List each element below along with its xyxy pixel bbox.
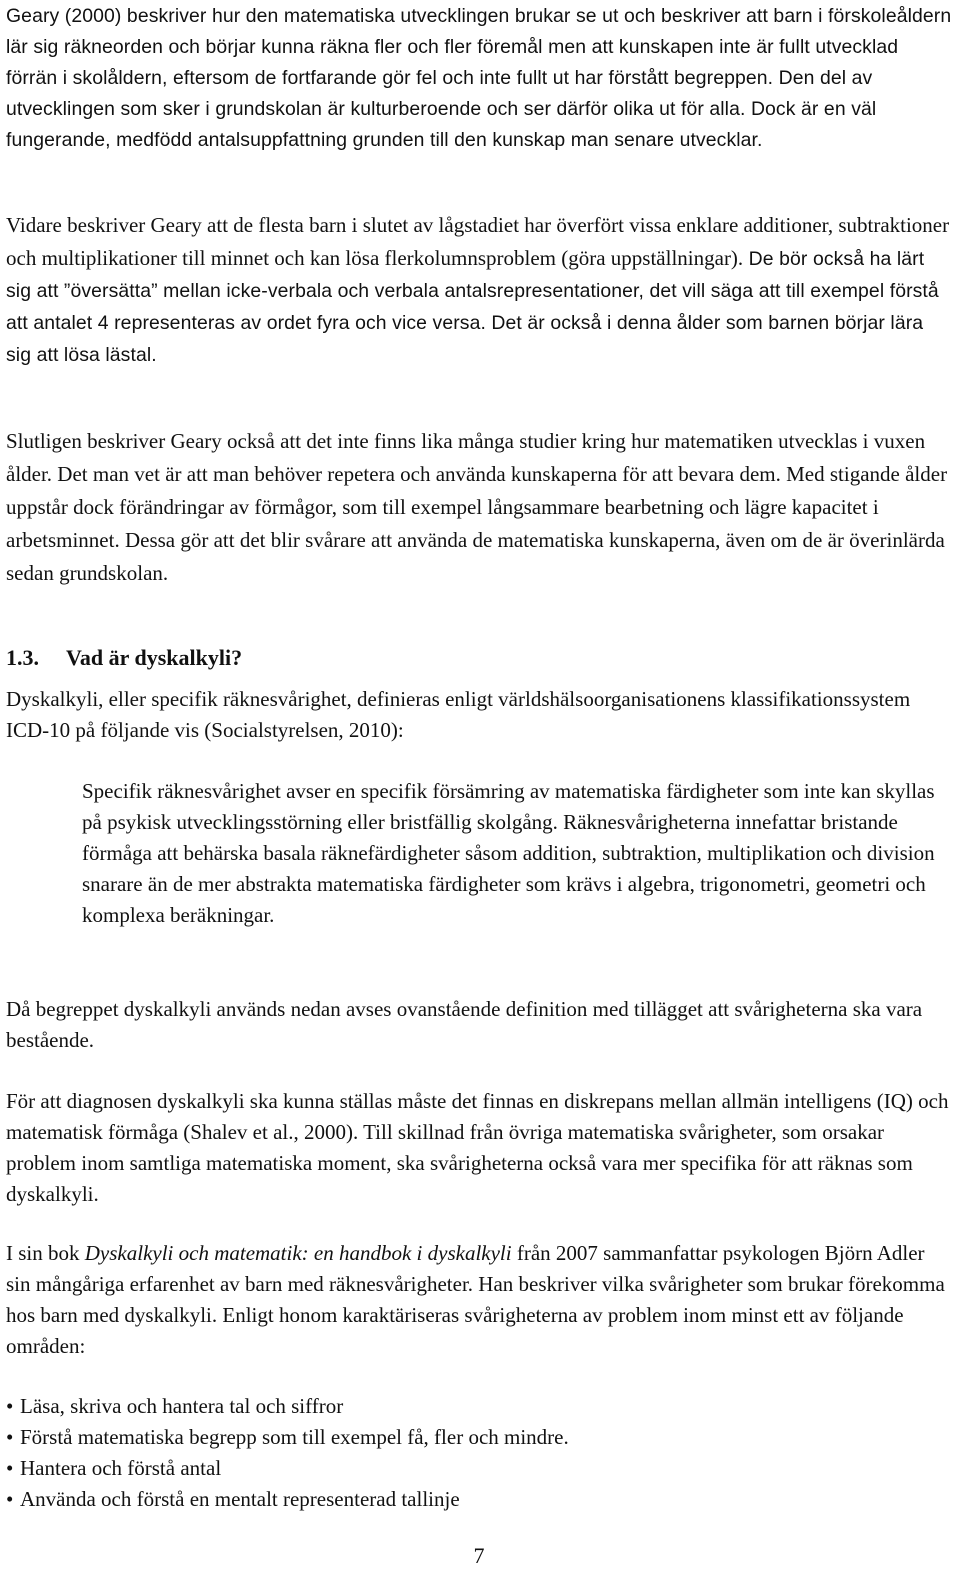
paragraph-text: Då begreppet dyskalkyli används nedan avses ovanstående definition med tillägget att svårigheterna ska vara bestående. [6, 997, 923, 1052]
paragraph-geary-lowerstage [6, 210, 952, 372]
paragraph-diagnosis [6, 1086, 952, 1210]
paragraph-text: De bör också ha lärt sig att ”översätta” mellan icke-verbala och verbala antalsrepresentationer, det vill säga att till exempel förstå att antalet 4 representeras av ordet fyra och vice versa. Det är också i denna ålder som barnen börjar lära sig att lösa lästal. [6, 248, 939, 366]
paragraph-definition-intro [6, 684, 952, 746]
section-number: 1.3. [6, 645, 39, 670]
section-title: Vad är dyskalkyli? [66, 645, 243, 670]
paragraph-text: Vidare beskriver Geary att de flesta barn i slutet av lågstadiet har överfört vissa enklare additioner, subtraktioner och multiplikationer till minnet och kan lösa flerkolumnsproblem (göra uppställningar). [6, 213, 950, 270]
bullet-icon: • [6, 1456, 14, 1480]
book-title: Dyskalkyli och matematik: en handbok i dyskalkyli [84, 1241, 512, 1265]
paragraph-geary-development [6, 1, 952, 156]
paragraph-geary-adult [6, 426, 952, 591]
paragraph-text: I sin bok [6, 1241, 85, 1265]
list-item [6, 1391, 952, 1422]
bullet-icon: • [6, 1394, 14, 1418]
quote-text: Specifik räknesvårighet avser en specifik försämring av matematiska färdigheter som inte kan skyllas på psykisk utvecklingsstörning eller bristfällig skolgång. Räknesvårigheterna innefattar bristande förmåga att behärska basala räknefärdigheter såsom addition, subtraktion, multiplikation och division snarare än de mer abstrakta matematiska färdigheter som krävs i algebra, trigonometri, geometri och komplexa beräkningar. [82, 779, 935, 927]
list-item-text: Använda och förstå en mentalt representerad tallinje [20, 1487, 460, 1511]
paragraph-text: Dyskalkyli, eller specifik räknesvårighet, definieras enligt världshälsoorganisationens klassifikationssystem ICD-10 på följande vis (Socialstyrelsen, 2010): [6, 687, 911, 742]
list-item-text: Förstå matematiska begrepp som till exempel få, fler och mindre. [20, 1425, 569, 1449]
paragraph-definition-usage [6, 994, 952, 1056]
list-item-text: Läsa, skriva och hantera tal och siffror [20, 1394, 344, 1418]
paragraph-text: från 2007 sammanfattar psykologen Björn Adler sin mångåriga erfarenhet av barn med räknesvårigheter. Han beskriver vilka svårigheter som brukar förekomma hos barn med dyskalkyli. Enligt honom karaktäriseras svårigheterna av problem inom minst ett av följande områden: [6, 1241, 945, 1358]
paragraph-adler [6, 1238, 952, 1362]
paragraph-text: Slutligen beskriver Geary också att det inte finns lika många studier kring hur matematiken utvecklas i vuxen ålder. Det man vet är att man behöver repetera och använda kunskaperna för att bevara dem. Med stigande ålder uppstår dock förändringar av förmågor, som till exempel långsammare bearbetning och lägre kapacitet i arbetsminnet. Dessa gör att det blir svårare att använda de matematiska kunskaperna, även om de är överinlärda sedan grundskolan. [6, 429, 948, 585]
paragraph-text: Geary (2000) beskriver hur den matematiska utvecklingen brukar se ut och beskriver att barn i förskoleåldern lär sig räkneorden och börjar kunna räkna fler och fler föremål men att kunskapen inte är fullt utvecklad förrän i skolåldern, eftersom de fortfarande gör fel och inte fullt ut har förstått begreppen. Den del av utvecklingen som sker i grundskolan är kulturberoende och ser därför olika ut för alla. Dock är en väl fungerande, medfödd antalsuppfattning grunden till den kunskap man senare utvecklar. [6, 5, 952, 151]
page-number: 7 [473, 1543, 485, 1568]
paragraph-text: För att diagnosen dyskalkyli ska kunna ställas måste det finnas en diskrepans mellan allmän intelligens (IQ) och matematisk förmåga (Shalev et al., 2000). Till skillnad från övriga matematiska svårigheter, som orsakar problem inom samtliga matematiska moment, ska svårigheterna också vara mer specifika för att räknas som dyskalkyli. [6, 1089, 949, 1206]
difficulty-list [6, 1391, 952, 1515]
list-item-text: Hantera och förstå antal [20, 1456, 222, 1480]
list-item [6, 1484, 952, 1515]
list-item [6, 1422, 952, 1453]
section-heading [6, 642, 242, 673]
bullet-icon: • [6, 1487, 14, 1511]
list-item [6, 1453, 952, 1484]
bullet-icon: • [6, 1425, 14, 1449]
block-quote-icd10 [82, 776, 952, 931]
